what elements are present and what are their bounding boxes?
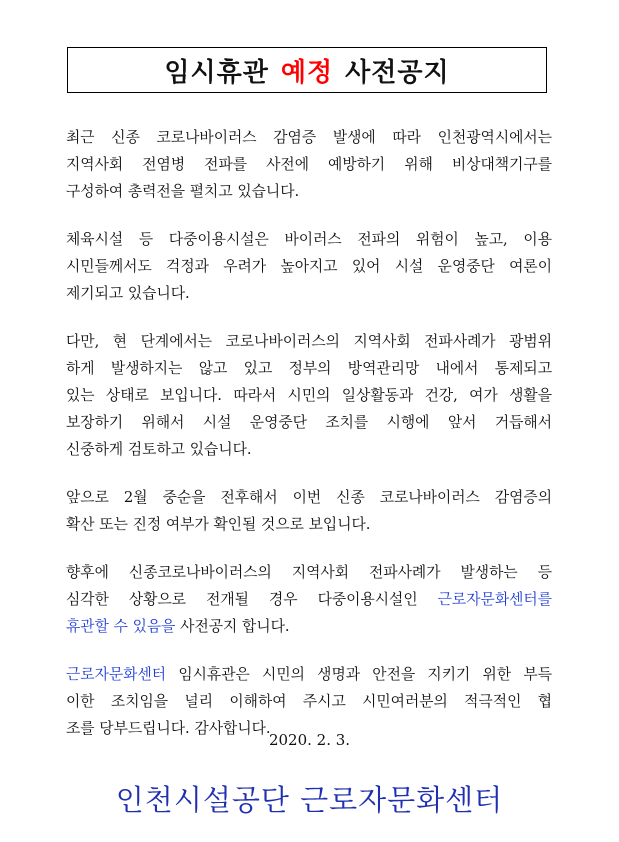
- center-name-highlight-2: 근로자문화센터: [66, 666, 167, 683]
- paragraph-4: [66, 484, 552, 538]
- paragraph-4-line-2: 확산 또는 진정 여부가 확인될 것으로 보입니다.: [66, 516, 371, 533]
- paragraph-2-line-3: 제기되고 있습니다.: [66, 285, 190, 302]
- paragraph-6-line-3: 조를 당부드립니다. 감사합니다.: [66, 720, 271, 737]
- paragraph-5-line-2-text: 심각한 상황으로 전개될 경우 다중이용시설인: [66, 591, 438, 608]
- title-part-advance-notice: 사전공지: [345, 57, 450, 88]
- paragraph-1-line-2: 지역사회 전염병 전파를 사전에 예방하기 위해 비상대책기구를: [66, 156, 552, 173]
- paragraph-1-line-3: 구성하여 총력전을 펼치고 있습니다.: [66, 183, 300, 200]
- paragraph-3-line-5: 신중하게 검토하고 있습니다.: [66, 441, 252, 458]
- paragraph-5-line-3-text: 사전공지 합니다.: [175, 618, 290, 635]
- paragraph-2-line-2: 시민들께서도 걱정과 우려가 높아지고 있어 시설 운영중단 여론이: [66, 258, 552, 275]
- paragraph-3: [66, 328, 552, 463]
- center-name-highlight: 근로자문화센터를: [437, 591, 552, 608]
- notice-body: [66, 124, 552, 763]
- paragraph-6-line-1: [66, 661, 552, 688]
- paragraph-1: [66, 124, 552, 205]
- paragraph-3-line-1: 다만, 현 단계에서는 코로나바이러스의 지역사회 전파사례가 광범위: [66, 333, 552, 350]
- paragraph-5-line-3: [66, 613, 552, 640]
- paragraph-3-line-3: 있는 상태로 보입니다. 따라서 시민의 일상활동과 건강, 여가 생활을: [66, 387, 552, 404]
- paragraph-3-line-2: 하게 발생하지는 않고 있고 정부의 방역관리망 내에서 통제되고: [66, 360, 552, 377]
- paragraph-5: [66, 559, 552, 640]
- paragraph-6: [66, 661, 552, 742]
- paragraph-6-line-1-text: 임시휴관은 시민의 생명과 안전을 지키기 위한 부득: [166, 666, 552, 683]
- paragraph-5-line-1: 향후에 신종코로나바이러스의 지역사회 전파사례가 발생하는 등: [66, 564, 552, 581]
- title-part-temporary-closure: 임시휴관: [164, 57, 269, 88]
- paragraph-2-line-1: 체육시설 등 다중이용시설은 바이러스 전파의 위험이 높고, 이용: [66, 231, 552, 248]
- paragraph-3-line-4: 보장하기 위해서 시설 운영중단 조치를 시행에 앞서 거듭해서: [66, 414, 552, 431]
- paragraph-6-line-2: 이한 조치임을 널리 이해하여 주시고 시민여러분의 적극적인 협: [66, 693, 552, 710]
- paragraph-5-line-2: [66, 586, 552, 613]
- notice-date: 2020. 2. 3.: [268, 731, 351, 749]
- may-close-highlight: 휴관할 수 있음을: [66, 618, 176, 635]
- paragraph-1-line-1: 최근 신종 코로나바이러스 감염증 발생에 따라 인천광역시에서는: [66, 129, 552, 146]
- issuer-signature: 인천시설공단 근로자문화센터: [115, 783, 504, 817]
- notice-title: [67, 47, 547, 93]
- title-part-planned: 예정: [280, 57, 334, 88]
- paragraph-2: [66, 226, 552, 307]
- paragraph-4-line-1: 앞으로 2월 중순을 전후해서 이번 신종 코로나바이러스 감염증의: [66, 489, 552, 506]
